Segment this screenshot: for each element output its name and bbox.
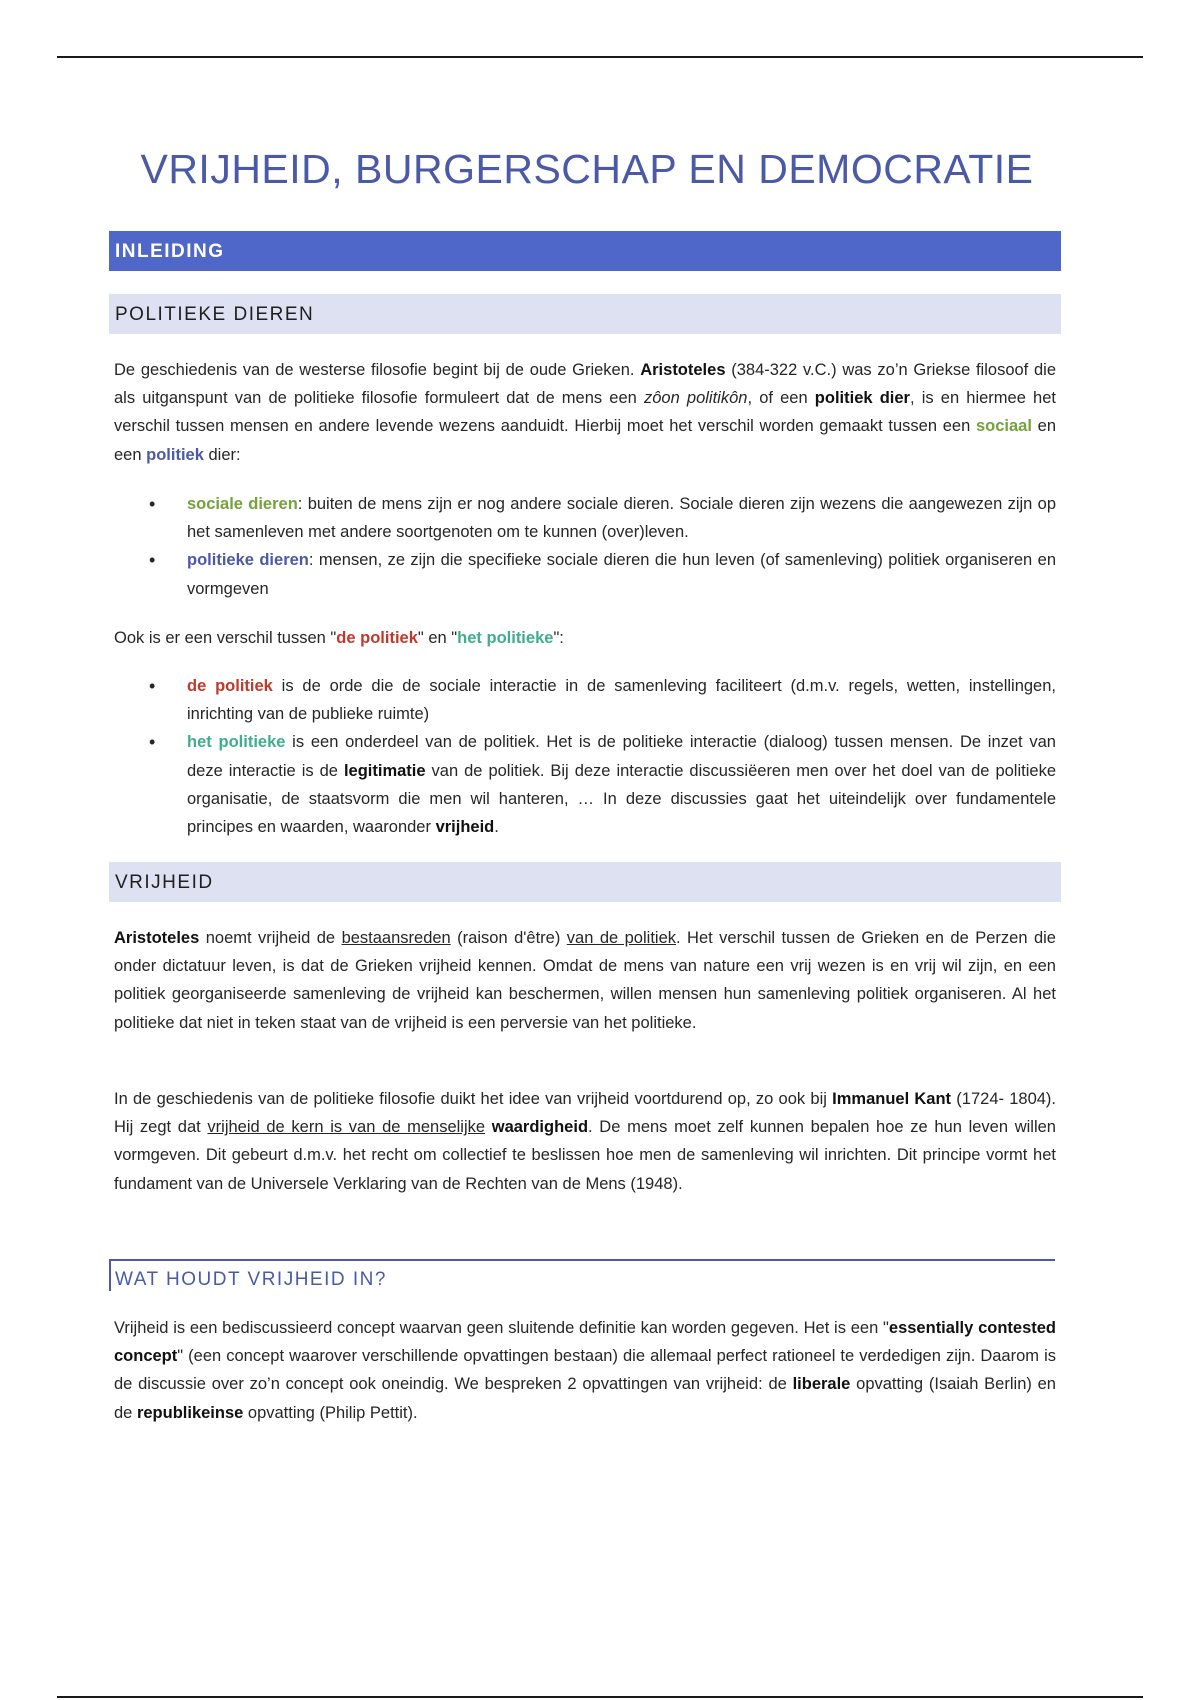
section-heading-vrijheid: VRIJHEID [109,862,1061,902]
bullet-icon: • [149,494,156,514]
list-item: • het politieke is een onderdeel van de politiek. Het is de politieke interactie (dialoog) tussen mensen. De inzet van deze interactie is de legitimatie van de politiek. Bij deze interactie discussiëeren men over het doel van de politieke organisatie, de staatsvorm die men wil hanteren, … In deze discussies gaat het uiteindelijk over fundamentele principes en waarden, waaronder vrijheid. [114,728,1056,841]
section-heading-wat-houdt-vrijheid-in: WAT HOUDT VRIJHEID IN? [109,1259,1055,1291]
bullet-icon: • [149,550,156,571]
section-heading-politieke-dieren: POLITIEKE DIEREN [109,294,1061,334]
bullet-icon: • [149,676,156,696]
section-heading-inleiding: INLEIDING [109,231,1061,271]
paragraph-aristoteles: De geschiedenis van de westerse filosofie begint bij de oude Grieken. Aristoteles (384-322 v.C.) was zo’n Griekse filosoof die als uitganspunt van de politieke filosofie formuleert dat de mens een zôon politikôn, of een politiek dier, is en hiermee het verschil tussen mensen en andere levende wezens aanduidt. Hierbij moet het verschil worden gemaakt tussen een sociaal en een politiek dier: [114,361,1057,464]
header-rule [57,56,1143,58]
paragraph-kant: In de geschiedenis van de politieke filosofie duikt het idee van vrijheid voortdurend op, zo ook bij Immanuel Kant (1724- 1804). Hij zegt dat vrijheid de kern is van de menselijke waardigheid. De mens moet zelf kunnen bepalen hoe ze hun leven willen vormgeven. Dit gebeurt d.m.v. het recht om collectief te beslissen hoe men de samenleving wil inrichten. Dit principe vormt het fundament van de Universele Verklaring van de Rechten van de Mens (1948). [114,1090,1056,1193]
paragraph-contested-concept: Vrijheid is een bediscussieerd concept waarvan geen sluitende definitie kan worden gegeven. Het is een "essentially contested concept" (een concept waarover verschillende opvattingen bestaan) die allemaal perfect rationeel te verdedigen zijn. Daarom is de discussie over zo’n concept ook oneindig. We bespreken 2 opvattingen van vrijheid: de liberale opvatting (Isaiah Berlin) en de republikeinse opvatting (Philip Pettit). [114,1319,1056,1422]
list-item: • politieke dieren: mensen, ze zijn die specifieke sociale dieren die hun leven (of samenleving) politiek organiseren en vormgeven [114,546,1056,602]
paragraph-vrijheid-aristoteles: Aristoteles noemt vrijheid de bestaansreden (raison d'être) van de politiek. Het verschil tussen de Grieken en de Perzen die onder dictatuur leven, is dat de Grieken vrijheid kennen. Omdat de mens van nature een vrij wezen is en vrij wil zijn, en een politiek georganiseerde samenleving de vrijheid kan beschermen, willen mensen hun samenleving politiek organiseren. Al het politieke dat niet in teken staat van de vrijheid is een perversie van het politieke. [114,929,1056,1032]
list-item: • sociale dieren: buiten de mens zijn er nog andere sociale dieren. Sociale dieren zijn wezens die aangewezen zijn op het samenleven met andere soortgenoten om te kunnen (over)leven. [114,490,1056,546]
paragraph-verschil: Ook is er een verschil tussen "de politiek" en "het politieke": [114,629,564,647]
footer-rule [57,1696,1143,1698]
page-title: VRIJHEID, BURGERSCHAP EN DEMOCRATIE [140,146,1034,192]
bullet-icon: • [149,732,156,753]
bullet-list-politiek [114,672,1056,841]
bullet-list-dieren [114,490,1056,603]
list-item: • de politiek is de orde die de sociale interactie in de samenleving faciliteert (d.m.v. regels, wetten, instellingen, inrichting van de publieke ruimte) [114,672,1056,728]
